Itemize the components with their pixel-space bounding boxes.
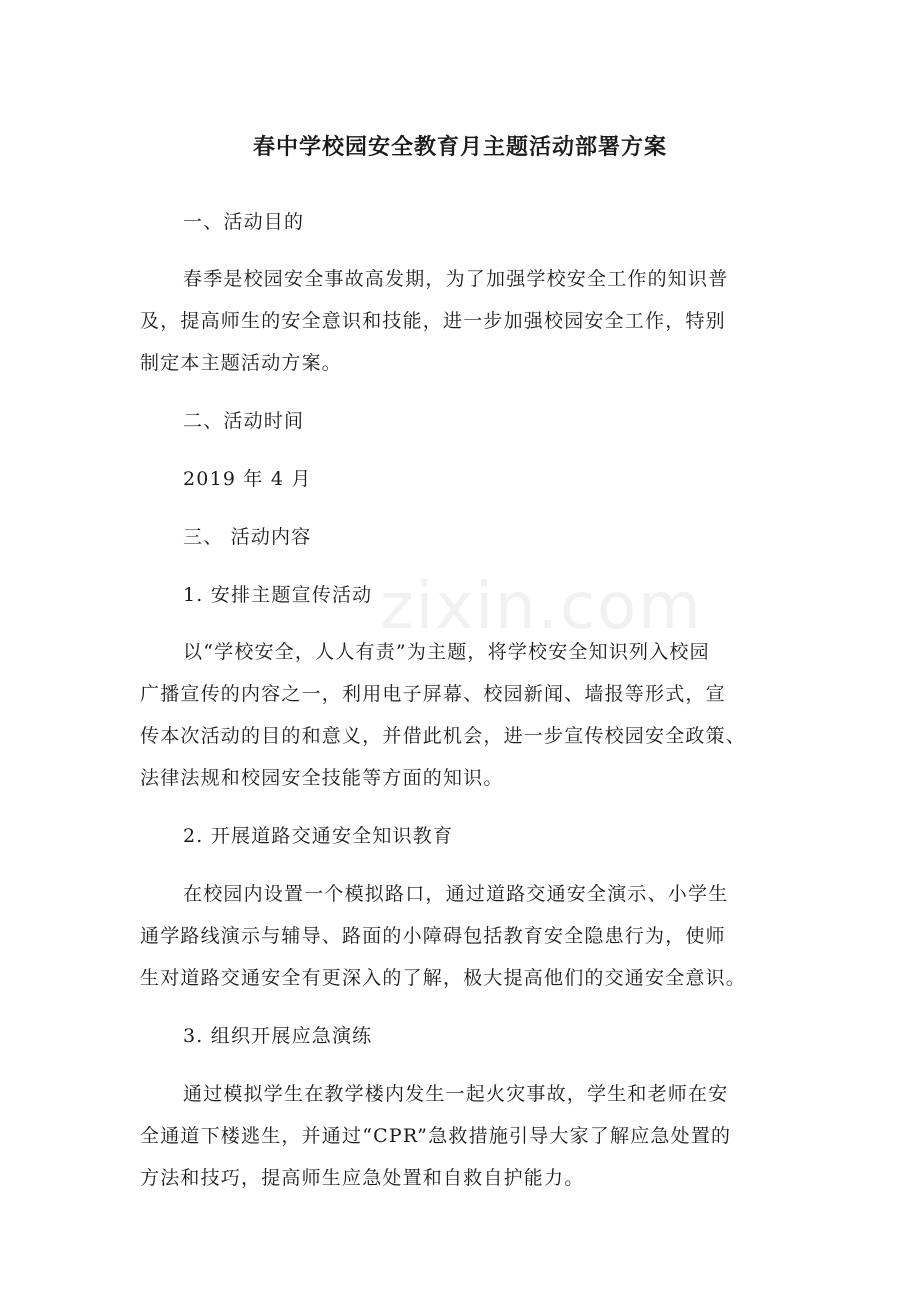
- paragraph-line: 方法和技巧，提高师生应急处置和自救自护能力。: [140, 1167, 585, 1189]
- section-heading-3: 三、 活动内容: [183, 526, 312, 548]
- section-heading-2: 二、活动时间: [183, 410, 305, 432]
- paragraph-line: 传本次活动的目的和意义，并借此机会，进一步宣传校园安全政策、: [140, 725, 747, 747]
- section-heading-1: 一、活动目的: [183, 211, 305, 233]
- paragraph-line: 在校园内设置一个模拟路口，通过道路交通安全演示、小学生: [183, 883, 729, 905]
- paragraph-line: 广播宣传的内容之一，利用电子屏幕、校园新闻、墙报等形式，宣: [140, 683, 726, 705]
- paragraph-line: 及，提高师生的安全意识和技能，进一步加强校园安全工作，特别: [140, 310, 726, 332]
- subsection-heading-3: 3. 组织开展应急演练: [183, 1025, 373, 1047]
- document-title: 春中学校园安全教育月主题活动部署方案: [252, 135, 667, 160]
- paragraph-line: 春季是校园安全事故高发期，为了加强学校安全工作的知识普: [183, 268, 729, 290]
- paragraph-line: 通学路线演示与辅导、路面的小障碍包括教育安全隐患行为，使师: [140, 925, 726, 947]
- watermark: zixin.com: [380, 570, 703, 644]
- paragraph-line: 全通道下楼逃生，并通过“CPR”急救措施引导大家了解应急处置的: [140, 1125, 732, 1147]
- paragraph-line: 2019 年 4 月: [183, 468, 312, 490]
- paragraph-line: 以“学校安全，人人有责”为主题，将学校安全知识列入校园: [183, 641, 710, 663]
- paragraph-line: 法律法规和校园安全技能等方面的知识。: [140, 767, 504, 789]
- paragraph-line: 通过模拟学生在教学楼内发生一起火灾事故，学生和老师在安: [183, 1083, 729, 1105]
- subsection-heading-1: 1. 安排主题宣传活动: [183, 584, 373, 606]
- paragraph-line: 制定本主题活动方案。: [140, 352, 343, 374]
- subsection-heading-2: 2. 开展道路交通安全知识教育: [183, 825, 454, 847]
- paragraph-line: 生对道路交通安全有更深入的了解，极大提高他们的交通安全意识。: [140, 967, 747, 989]
